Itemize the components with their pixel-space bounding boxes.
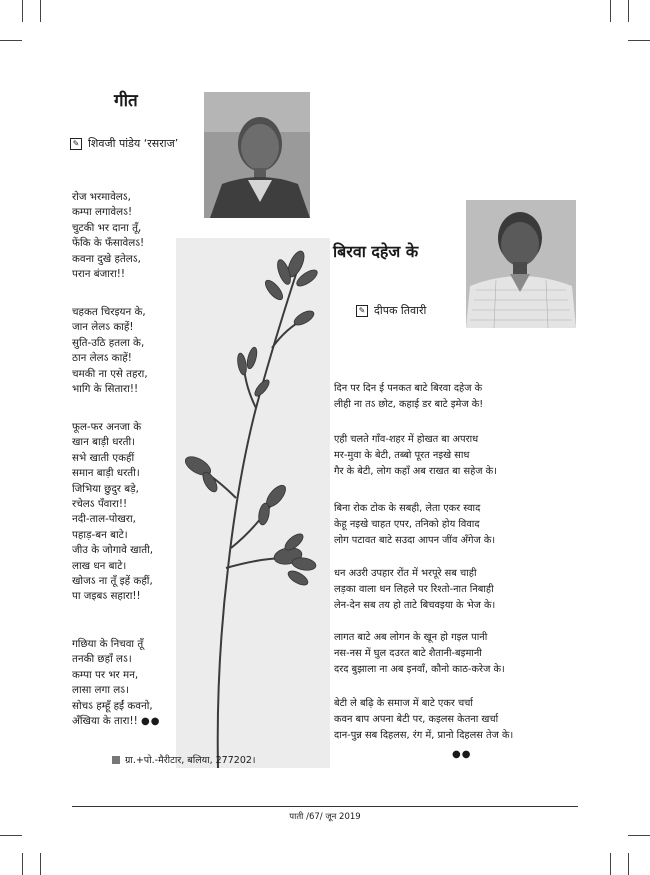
poem-line: चुटकी भर दाना तूँ, (72, 221, 142, 234)
poem-line: खान बाड़ी धरती। (72, 436, 136, 449)
end-mark: ●● (141, 715, 161, 727)
poem-line: लाख धन बाटे। (72, 559, 127, 572)
poem-line: जान लेलऽ काहें! (72, 321, 134, 334)
pen-box-icon: ✎ (70, 138, 82, 150)
poem-line: कवना दुखे हतेलऽ, (72, 252, 141, 265)
poem1-author-name: शिवजी पांडेय ‘रसराज’ (88, 137, 179, 150)
crop-mark (628, 835, 650, 836)
poem2-stanza (334, 566, 495, 614)
poem-line: चमकी ना एसे तहरा, (72, 367, 148, 380)
poem-line: मर-मुवा के बेटी, तब्बो पूरत नइखे साध (334, 450, 470, 461)
poem-line: केहू नइखे चाहत एपर, तनिको होय विवाद (334, 519, 480, 530)
poem2-author-name: दीपक तिवारी (374, 304, 427, 317)
poem-line: जिभिया छुदुर बड़े, (72, 482, 139, 495)
poem2-stanza (334, 381, 483, 413)
poem2-stanza (334, 501, 495, 549)
poem-line: लीही ना तऽ छोट, कहाई डर बाटे इमेज के! (334, 399, 484, 410)
poem-line: लोग पटावत बाटे सउदा आपन जींव अँगेज के। (334, 535, 496, 546)
poem-line: गछिया के निचवा तूँ (72, 638, 144, 650)
author1-portrait (204, 92, 310, 218)
crop-mark (22, 0, 23, 22)
poem1-stanza (72, 305, 148, 397)
poem2-stanza (334, 432, 497, 480)
crop-mark (610, 853, 611, 875)
author1-photo (204, 92, 310, 218)
crop-mark (0, 40, 22, 41)
crop-mark (22, 853, 23, 875)
author2-photo (466, 200, 576, 328)
crop-mark (628, 853, 629, 875)
crop-mark (40, 853, 41, 875)
poem1-stanza (72, 637, 160, 729)
poem-line: रोज भरमावेलऽ, (72, 191, 131, 203)
crop-mark (610, 0, 611, 22)
poem-line: नस-नस में घुल दउरत बाटे शैतानी-बइमानी (334, 648, 482, 659)
poem1-stanza (72, 420, 153, 605)
crop-mark (40, 0, 41, 22)
poem-line: चहकत चिरइयन के, (72, 306, 146, 318)
poem-line: रचेलऽ पँवारा!! (72, 497, 128, 510)
poem-line: लड़का वाला धन लिहले पर रिश्तो-नात निबाही (334, 584, 494, 595)
end-mark: ●● (452, 749, 472, 760)
poem-line: नदी-ताल-पोखरा, (72, 513, 136, 526)
poem-line: फेंकि के फँसावेलऽ! (72, 237, 145, 250)
poem-line: दान-पुन्न सब दिहलस, रंग में, प्रानो दिहलस तेज के। (334, 730, 514, 741)
poem-line: परान बंजारा!! (72, 267, 126, 280)
poem2-author (356, 303, 426, 318)
poem-line: तनकी छहाँ लऽ। (72, 653, 132, 666)
poem-line: पा जइबऽ सहारा!! (72, 590, 141, 603)
poem-line: धन अउरी उपहार रोंत में भरपूरे सब चाही (334, 568, 477, 579)
poem-line: सोचऽ हम्हूँ हईं कवनो, (72, 699, 153, 712)
square-bullet-icon (112, 756, 120, 764)
poem-line: दरद बुझाला ना अब इनवाँ, कौनो काठ-करेज के। (334, 664, 505, 675)
poem-line: गैर के बेटी, लोग कहाँ अब राखत बा सहेज के। (334, 466, 497, 477)
poem-line: ठान लेलऽ काहें! (72, 352, 132, 365)
poem1-stanza (72, 190, 144, 282)
poem-line: खोजऽ ना तूँ इहें कहीं, (72, 574, 153, 587)
poem-line: सभे खाती एकहीं (72, 451, 135, 464)
poem1-title: गीत (114, 91, 138, 111)
poem-line: फूल-फर अनजा के (72, 421, 142, 433)
poem-line: दिन पर दिन ई पनकत बाटे बिरवा दहेज के (334, 383, 483, 394)
plant-icon (176, 238, 330, 768)
poem-line: कम्पा पर भर मन, (72, 668, 139, 681)
plant-illustration (176, 238, 330, 768)
author1-address (112, 753, 256, 766)
poem2-title: बिरवा दहेज के (333, 242, 419, 261)
poem-line: एही चलते गाँव-शहर में होखत बा अपराध (334, 434, 479, 445)
crop-mark (628, 40, 650, 41)
poem-line: बेटी ले बढ़ि के समाज में बाटे एकर चर्चा (334, 698, 473, 709)
poem-line: सुति-उठि हतला के, (72, 336, 145, 349)
poem-line: भागि के सितारा!! (72, 382, 139, 395)
footer-rule (72, 806, 578, 807)
crop-mark (628, 0, 629, 22)
poem2-stanza (334, 696, 513, 744)
author2-portrait (466, 200, 576, 328)
poem-line: लेन-देन सब तय हो ताटे बिचवइया के भेज के। (334, 600, 496, 611)
poem-line: समान बाड़ी धरती। (72, 467, 140, 480)
poem-line: लासा लगा लऽ। (72, 684, 129, 697)
poem2-stanza (334, 630, 505, 678)
poem-line: पहाड़-बन बाटे। (72, 528, 128, 541)
pen-box-icon: ✎ (356, 305, 368, 317)
poem-line: कवन बाप अपना बेटी पर, कइलस केतना खर्चा (334, 714, 499, 725)
poem-line: अँखिया के तारा!! (72, 714, 138, 727)
address-text: ग्रा.+पो.-मैरीटार, बलिया, 277202। (125, 755, 256, 766)
poem1-author (70, 136, 178, 151)
page-footer: पाती /67/ जून 2019 (289, 812, 361, 822)
poem-line: कम्पा लगावेलऽ! (72, 206, 133, 219)
poem-line: लागत बाटे अब लोगन के खून हो गइल पानी (334, 632, 488, 643)
poem-line: जीउ के जोगावे खाती, (72, 544, 154, 557)
poem-line: बिना रोक टोक के सबही, लेता एकर स्वाद (334, 503, 481, 514)
crop-mark (0, 835, 22, 836)
